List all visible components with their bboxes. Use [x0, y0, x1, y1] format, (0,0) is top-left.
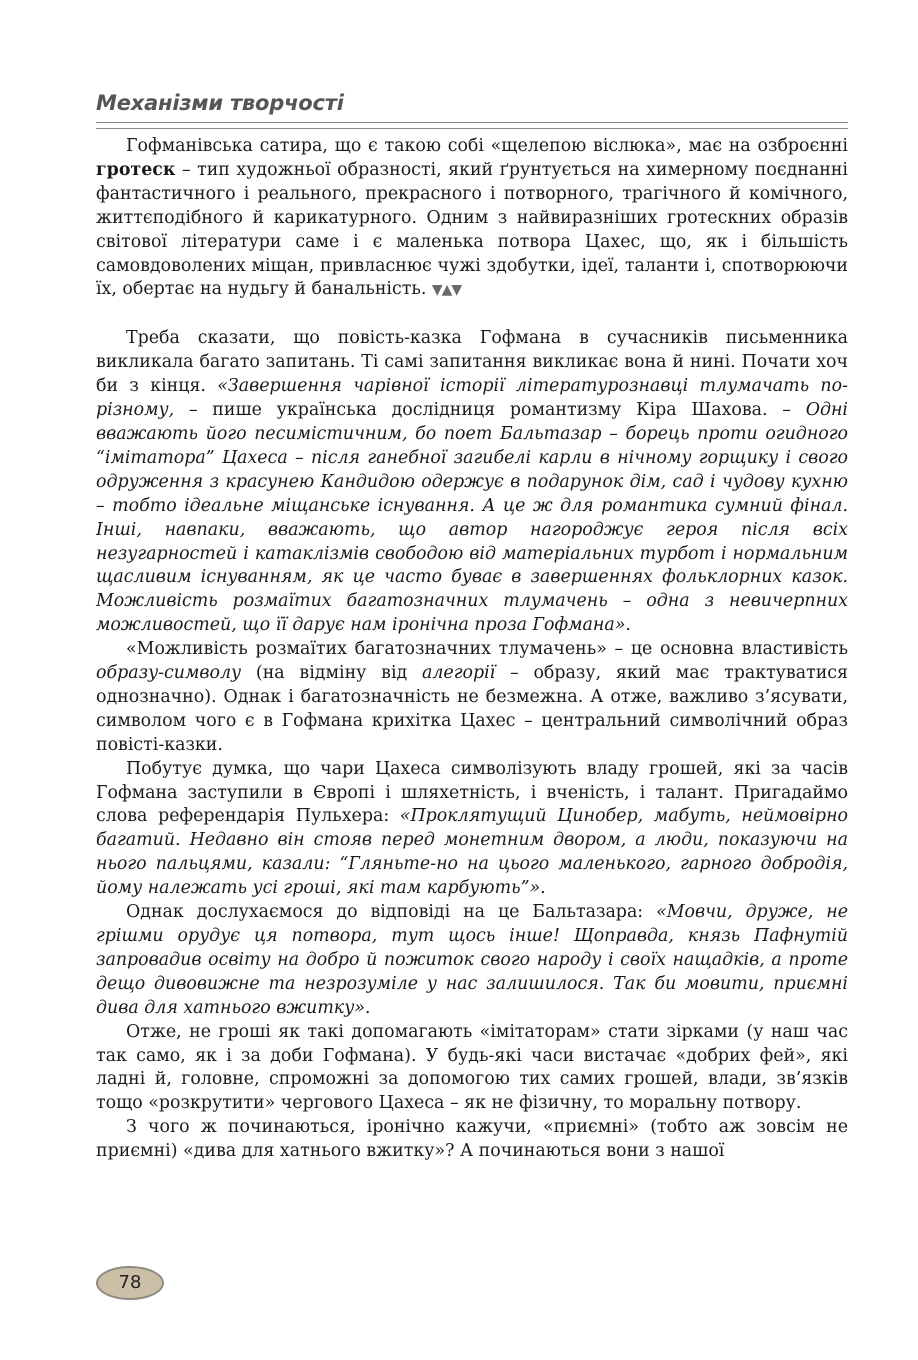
paragraph-6: Отже, не гроші як такі допомагають «імітаторам» стати зірками (у наш час так само, як і за доби Гофмана). У будь-які часи вистачає «добрих фей», які ладні й, головне, спроможні за допомогою тих самих грошей, влади, зв’язків тощо «розкрутити» чергового Цахеса – як не фізичну, то моральну потвору.	[96, 1021, 848, 1114]
term-allegory: алегорії	[421, 663, 496, 684]
paragraph-3: «Можливість розмаїтих багатозначних тлумачень» – це основна властивість образу-символу (на відміну від алегорії – образу, який має трактуватися однозначно). Однак і багатозначність не безмежна. А отже, важливо з’ясувати, символом чого є в Гофмана крихітка Цахес – центральний символічний образ повісті-казки.	[96, 639, 849, 755]
quote: «Мовчи, друже, не грішми орудує ця потвора, тут щось інше! Щоправда, князь Пафнутій запровадив освіту на добро й пожиток свого народу і своїх нащадків, а проте дещо дивовижне та незрозуміле у нас залишилося. Так би мовити, приємні дива для хатнього вжитку»	[96, 902, 849, 1018]
page-number: 78	[96, 1266, 164, 1300]
paragraph-1: Гофманівська сатира, що є такою собі «щелепою віслюка», має на озброєнні гротеск – тип художньої образності, який ґрунтується на химерному поєднанні фантастичного і реального, прекрасного і потворного, трагічного й комічного, життєподібного й карикатурного. Одним з найвиразніших гротескних образів світової літератури саме і є маленька потвора Цахес, що, як і більшість самовдоволених міщан, привласнює чужі здобутки, ідеї, таланти і, спотворюючи їх, обертає на нудьгу й банальність. ▼▲▼	[96, 136, 848, 300]
term-symbol: образу-символу	[96, 663, 242, 684]
quote: Одні вважають його песимістичним, бо поет Бальтазар – борець проти огидного “імітатора” Цахеса – після ганебної загибелі карли в нічному горщику і свого одруження з красунею Кандидою одержує в подарунок дім, сад і чудову кухню – тобто ідеальне міщанське існування. А це ж для романтика сумний фінал. Інші, навпаки, вважають, що автор нагороджує героя після всіх незугарностей і катаклізмів свободою від матеріальних турбот і нормальним щасливим існуванням, як це часто буває в завершеннях фольклорних казок. Можливість розмаїтих багатозначних тлумачень – одна з невичерпних можливостей, що її дарує нам іронічна проза Гофмана»	[96, 400, 848, 636]
header-rule	[96, 122, 848, 129]
running-header	[96, 90, 848, 129]
paragraph-4: Побутує думка, що чари Цахеса символізують владу грошей, які за часів Гофмана заступили в Європі і шляхетність, і вченість, і талант. Пригадаймо слова референдарія Пульхера: «Проклятущий Цинобер, мабуть, неймовірно багатий. Недавно він стояв перед монетним двором, а люди, показуючи на нього пальцями, казали: “Гляньте-но на цього маленького, гарного добродія, йому належать усі гроші, які там карбують”».	[96, 758, 848, 899]
page-body	[96, 135, 848, 1164]
quote: «Проклятущий Цинобер, мабуть, неймовірно багатий. Недавно він стояв перед монетним двором, а люди, показуючи на нього пальцями, казали: “Гляньте-но на цього маленького, гарного добродія, йому належать усі гроші, які там карбують”»	[96, 806, 848, 899]
section-title: Механізми творчості	[96, 91, 344, 115]
paragraph-5: Однак дослухаємося до відповіді на це Бальтазара: «Мовчи, друже, не грішми орудує ця потвора, тут щось інше! Щоправда, князь Пафнутій запровадив освіту на добро й пожиток свого народу і своїх нащадків, а проте дещо дивовижне та незрозуміле у нас залишилося. Так би мовити, приємні дива для хатнього вжитку».	[96, 902, 849, 1018]
paragraph-7: З чого ж починаються, іронічно кажучи, «приємні» (тобто аж зовсім не приємні) «дива для хатнього вжитку»? А починаються вони з нашої	[96, 1117, 848, 1162]
term-grotesque: гротеск	[96, 159, 176, 180]
paragraph-2: Треба сказати, що повість-казка Гофмана в сучасників письменника викликала багато запитань. Ті самі запитання викликає вона й нині. Почати хоч би з кінця. «Завершення чарівної історії літературознавці тлумачать по-різному, – пише українська дослідниця романтизму Кіра Шахова. – Одні вважають його песимістичним, бо поет Бальтазар – борець проти огидного “імітатора” Цахеса – після ганебної загибелі карли в нічному горщику і свого одруження з красунею Кандидою одержує в подарунок дім, сад і чудову кухню – тобто ідеальне міщанське існування. А це ж для романтика сумний фінал. Інші, навпаки, вважають, що автор нагороджує героя після всіх незугарностей і катаклізмів свободою від матеріальних турбот і нормальним щасливим існуванням, як це часто буває в завершеннях фольклорних казок. Можливість розмаїтих багатозначних тлумачень – одна з невичерпних можливостей, що її дарує нам іронічна проза Гофмана».	[96, 328, 848, 636]
section-end-marks-icon: ▼▲▼	[431, 282, 462, 299]
quote: «Завершення чарівної історії літературознавці тлумачать по-різному,	[96, 376, 848, 421]
